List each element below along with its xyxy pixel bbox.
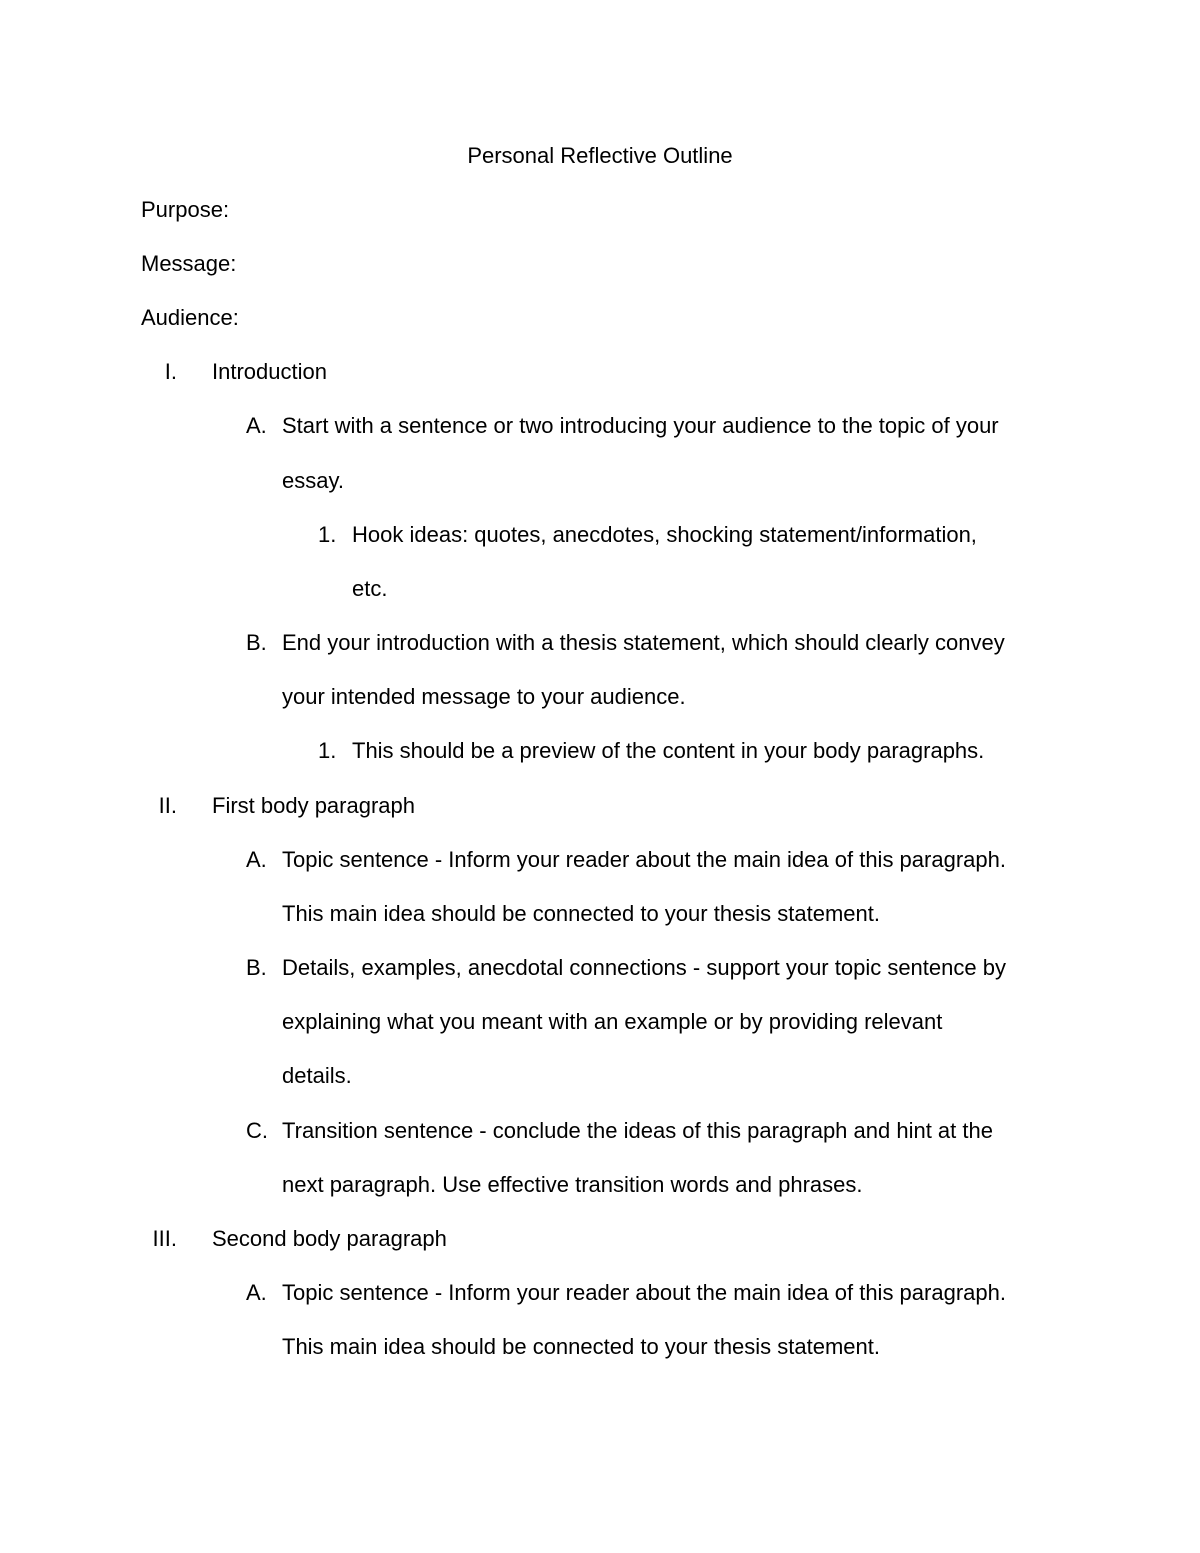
section-i-a-line1: Start with a sentence or two introducing your audience to the topic of your xyxy=(282,413,999,438)
section-i-b-1-line1: This should be a preview of the content in your body paragraphs. xyxy=(352,738,985,763)
section-i-a-1-line1: Hook ideas: quotes, anecdotes, shocking statement/information, xyxy=(352,522,977,547)
section-ii-a-line1: Topic sentence - Inform your reader about the main idea of this paragraph. xyxy=(282,847,1006,872)
section-i-a-line2: essay. xyxy=(282,468,344,493)
section-i-a-1-marker: 1. xyxy=(318,522,337,547)
audience-label: Audience: xyxy=(141,305,239,330)
section-i-marker: I. xyxy=(164,359,177,384)
section-iii-a-line1: Topic sentence - Inform your reader about the main idea of this paragraph. xyxy=(282,1280,1006,1305)
section-i-a-1-line2: etc. xyxy=(352,576,388,601)
document-title: Personal Reflective Outline xyxy=(467,143,733,168)
section-ii-a-marker: A. xyxy=(246,847,267,872)
section-i-b-line2: your intended message to your audience. xyxy=(282,684,686,709)
section-iii-a-marker: A. xyxy=(246,1280,267,1305)
section-i-b-marker: B. xyxy=(246,630,267,655)
section-ii-b-line1: Details, examples, anecdotal connections - support your topic sentence by xyxy=(282,955,1006,980)
message-label: Message: xyxy=(141,251,237,276)
section-ii-b-line3: details. xyxy=(282,1063,352,1088)
section-i-b-1-marker: 1. xyxy=(318,738,337,763)
section-ii-a-line2: This main idea should be connected to your thesis statement. xyxy=(282,901,881,926)
section-ii-c-marker: C. xyxy=(246,1118,268,1143)
section-iii-a-line2: This main idea should be connected to your thesis statement. xyxy=(282,1334,881,1359)
purpose-label: Purpose: xyxy=(141,197,230,222)
section-ii-marker: II. xyxy=(158,793,177,818)
section-ii-heading: First body paragraph xyxy=(212,793,415,818)
section-ii-c-line1: Transition sentence - conclude the ideas of this paragraph and hint at the xyxy=(282,1118,993,1143)
section-ii-c-line2: next paragraph. Use effective transition words and phrases. xyxy=(282,1172,863,1197)
section-iii-heading: Second body paragraph xyxy=(212,1226,447,1251)
section-i-b-line1: End your introduction with a thesis statement, which should clearly convey xyxy=(282,630,1005,655)
section-iii-marker: III. xyxy=(152,1226,177,1251)
section-i-heading: Introduction xyxy=(212,359,327,384)
section-i-a-marker: A. xyxy=(246,413,267,438)
section-ii-b-line2: explaining what you meant with an example or by providing relevant xyxy=(282,1009,943,1034)
section-ii-b-marker: B. xyxy=(246,955,267,980)
